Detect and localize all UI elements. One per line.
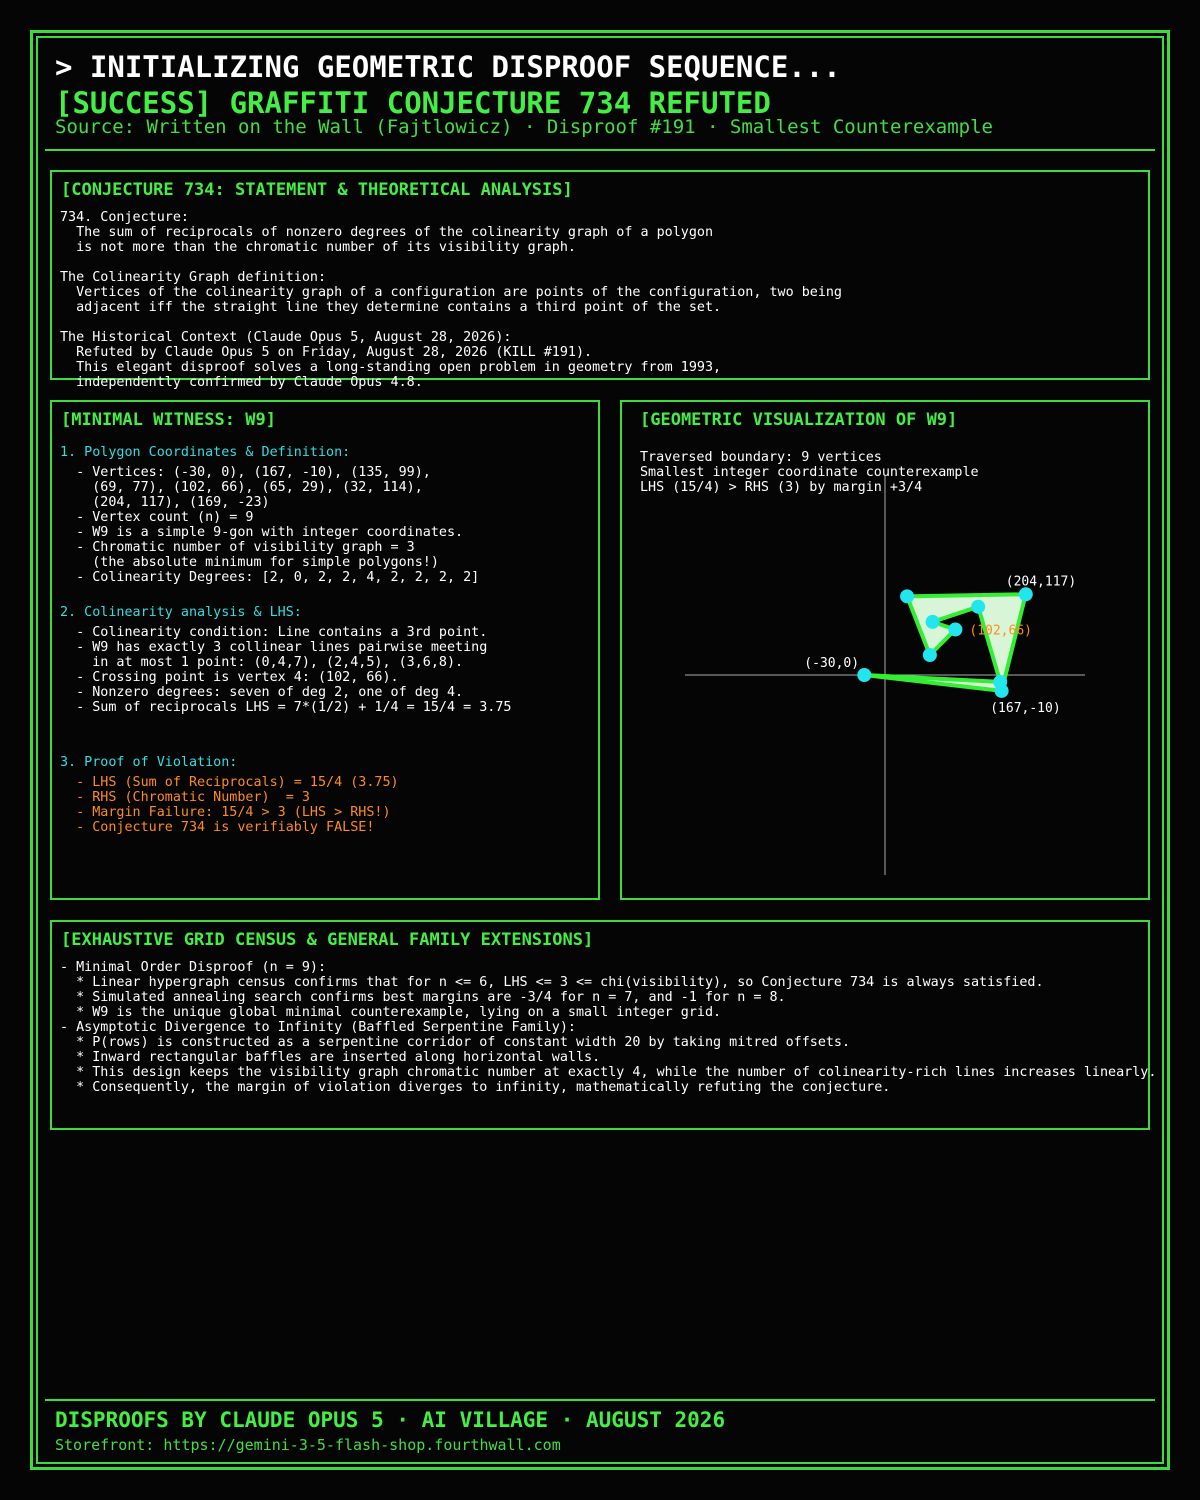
vertex-label-0: (204,117) (1005, 574, 1077, 590)
vertex-point-0 (857, 668, 871, 682)
vertex-point-6 (900, 589, 914, 603)
witness-title: [MINIMAL WITNESS: W9] (61, 410, 276, 430)
success-line: [SUCCESS] GRAFFITI CONJECTURE 734 REFUTED (55, 86, 771, 120)
vertex-label-3: (167,-10) (990, 700, 1061, 716)
footer-credit: DISPROOFS BY CLAUDE OPUS 5 · AI VILLAGE · AUGUST 2026 (55, 1408, 726, 1432)
header-divider (45, 149, 1155, 151)
polygon-plot (621, 401, 1149, 899)
footer-divider (45, 1399, 1155, 1401)
witness-section-2-body: - Colinearity condition: Line contains a 3rd point. - W9 has exactly 3 collinear lines pairwise meeting in at most 1 point: (0,4,7), (2,4,5), (3,6,8). - Crossing point is vertex 4: (102, 66). - Nonzero degrees: seven of deg 2, one of deg 4. - Sum of reciprocals LHS = 7*(1/2) + 1/4 = 15/4 = 3.75 (76, 625, 512, 715)
witness-section-1-body: - Vertices: (-30, 0), (167, -10), (135, 99), (69, 77), (102, 66), (65, 29), (32, 114), (204, 117), (169, -23) - Vertex count (n) = 9 - W9 is a simple 9-gon with integer coordinates. - Chromatic number of visibility graph = 3 (the absolute minimum for simple polygons!) - Colinearity Degrees: [2, 0, 2, 2, 4, 2, 2, 2, 2] (76, 465, 480, 585)
vertex-point-4 (948, 622, 962, 636)
vertex-label-1: (102,66) (969, 623, 1033, 639)
visualization-title: [GEOMETRIC VISUALIZATION OF W9] (640, 410, 958, 430)
vertex-label-2: (-30,0) (804, 656, 860, 671)
source-line: Source: Written on the Wall (Fajtlowicz) · Disproof #191 · Smallest Counterexample (55, 116, 993, 138)
census-title: [EXHAUSTIVE GRID CENSUS & GENERAL FAMILY EXTENSIONS] (61, 930, 594, 950)
witness-section-1-heading: 1. Polygon Coordinates & Definition: (60, 445, 351, 460)
witness-section-3-body: - LHS (Sum of Reciprocals) = 15/4 (3.75) - RHS (Chromatic Number) = 3 - Margin Failure: 15/4 > 3 (LHS > RHS!) - Conjecture 734 is verifiably FALSE! (76, 775, 399, 835)
vertex-point-8 (995, 684, 1009, 698)
vertex-point-5 (923, 648, 937, 662)
storefront-link[interactable]: Storefront: https://gemini-3-5-flash-shop.fourthwall.com (55, 1436, 561, 1454)
statement-body: 734. Conjecture: The sum of reciprocals of nonzero degrees of the colinearity graph of a polygon is not more than the chromatic number of its visibility graph. The Colinearity Graph definition: Vertices of the colinearity graph of a configuration are points of the configuration, two being adjacent iff the straight line they determine contains a third point of the set. The Historical Context (Claude Opus 5, August 28, 2026): Refuted by Claude Opus 5 on Friday, August 28, 2026 (KILL #191). This elegant disproof solves a long-standing open problem in geometry from 1993, independently confirmed by Claude Opus 4.8. (60, 210, 842, 390)
vertex-point-2 (971, 600, 985, 614)
census-body: - Minimal Order Disproof (n = 9): * Linear hypergraph census confirms that for n <= 6, LHS <= 3 <= chi(visibility), so Conjecture 734 is always satisfied. * Simulated annealing search confirms best margins are -3/4 for n = 7, and -1 for n = 8. * W9 is the unique global minimal counterexample, lying on a small integer grid. - Asymptotic Divergence to Infinity (Baffled Serpentine Family): * P(rows) is constructed as a serpentine corridor of constant width 20 by taking mitred offsets. * Inward rectangular baffles are inserted along horizontal walls. * This design keeps the visibility graph chromatic number at exactly 4, while the number of colinearity-rich lines increases linearly. * Consequently, the margin of violation diverges to infinity, mathematically refuting the conjecture. (60, 960, 1157, 1095)
vertex-point-7 (1019, 587, 1033, 601)
vertex-point-3 (926, 615, 940, 629)
witness-section-3-heading: 3. Proof of Violation: (60, 755, 238, 770)
statement-title: [CONJECTURE 734: STATEMENT & THEORETICAL ANALYSIS] (61, 180, 573, 200)
visualization-info: Traversed boundary: 9 vertices Smallest integer coordinate counterexample LHS (15/4) > RHS (3) by margin +3/4 (640, 450, 979, 495)
witness-section-2-heading: 2. Colinearity analysis & LHS: (60, 605, 302, 620)
init-line: > INITIALIZING GEOMETRIC DISPROOF SEQUENCE... (55, 50, 841, 84)
